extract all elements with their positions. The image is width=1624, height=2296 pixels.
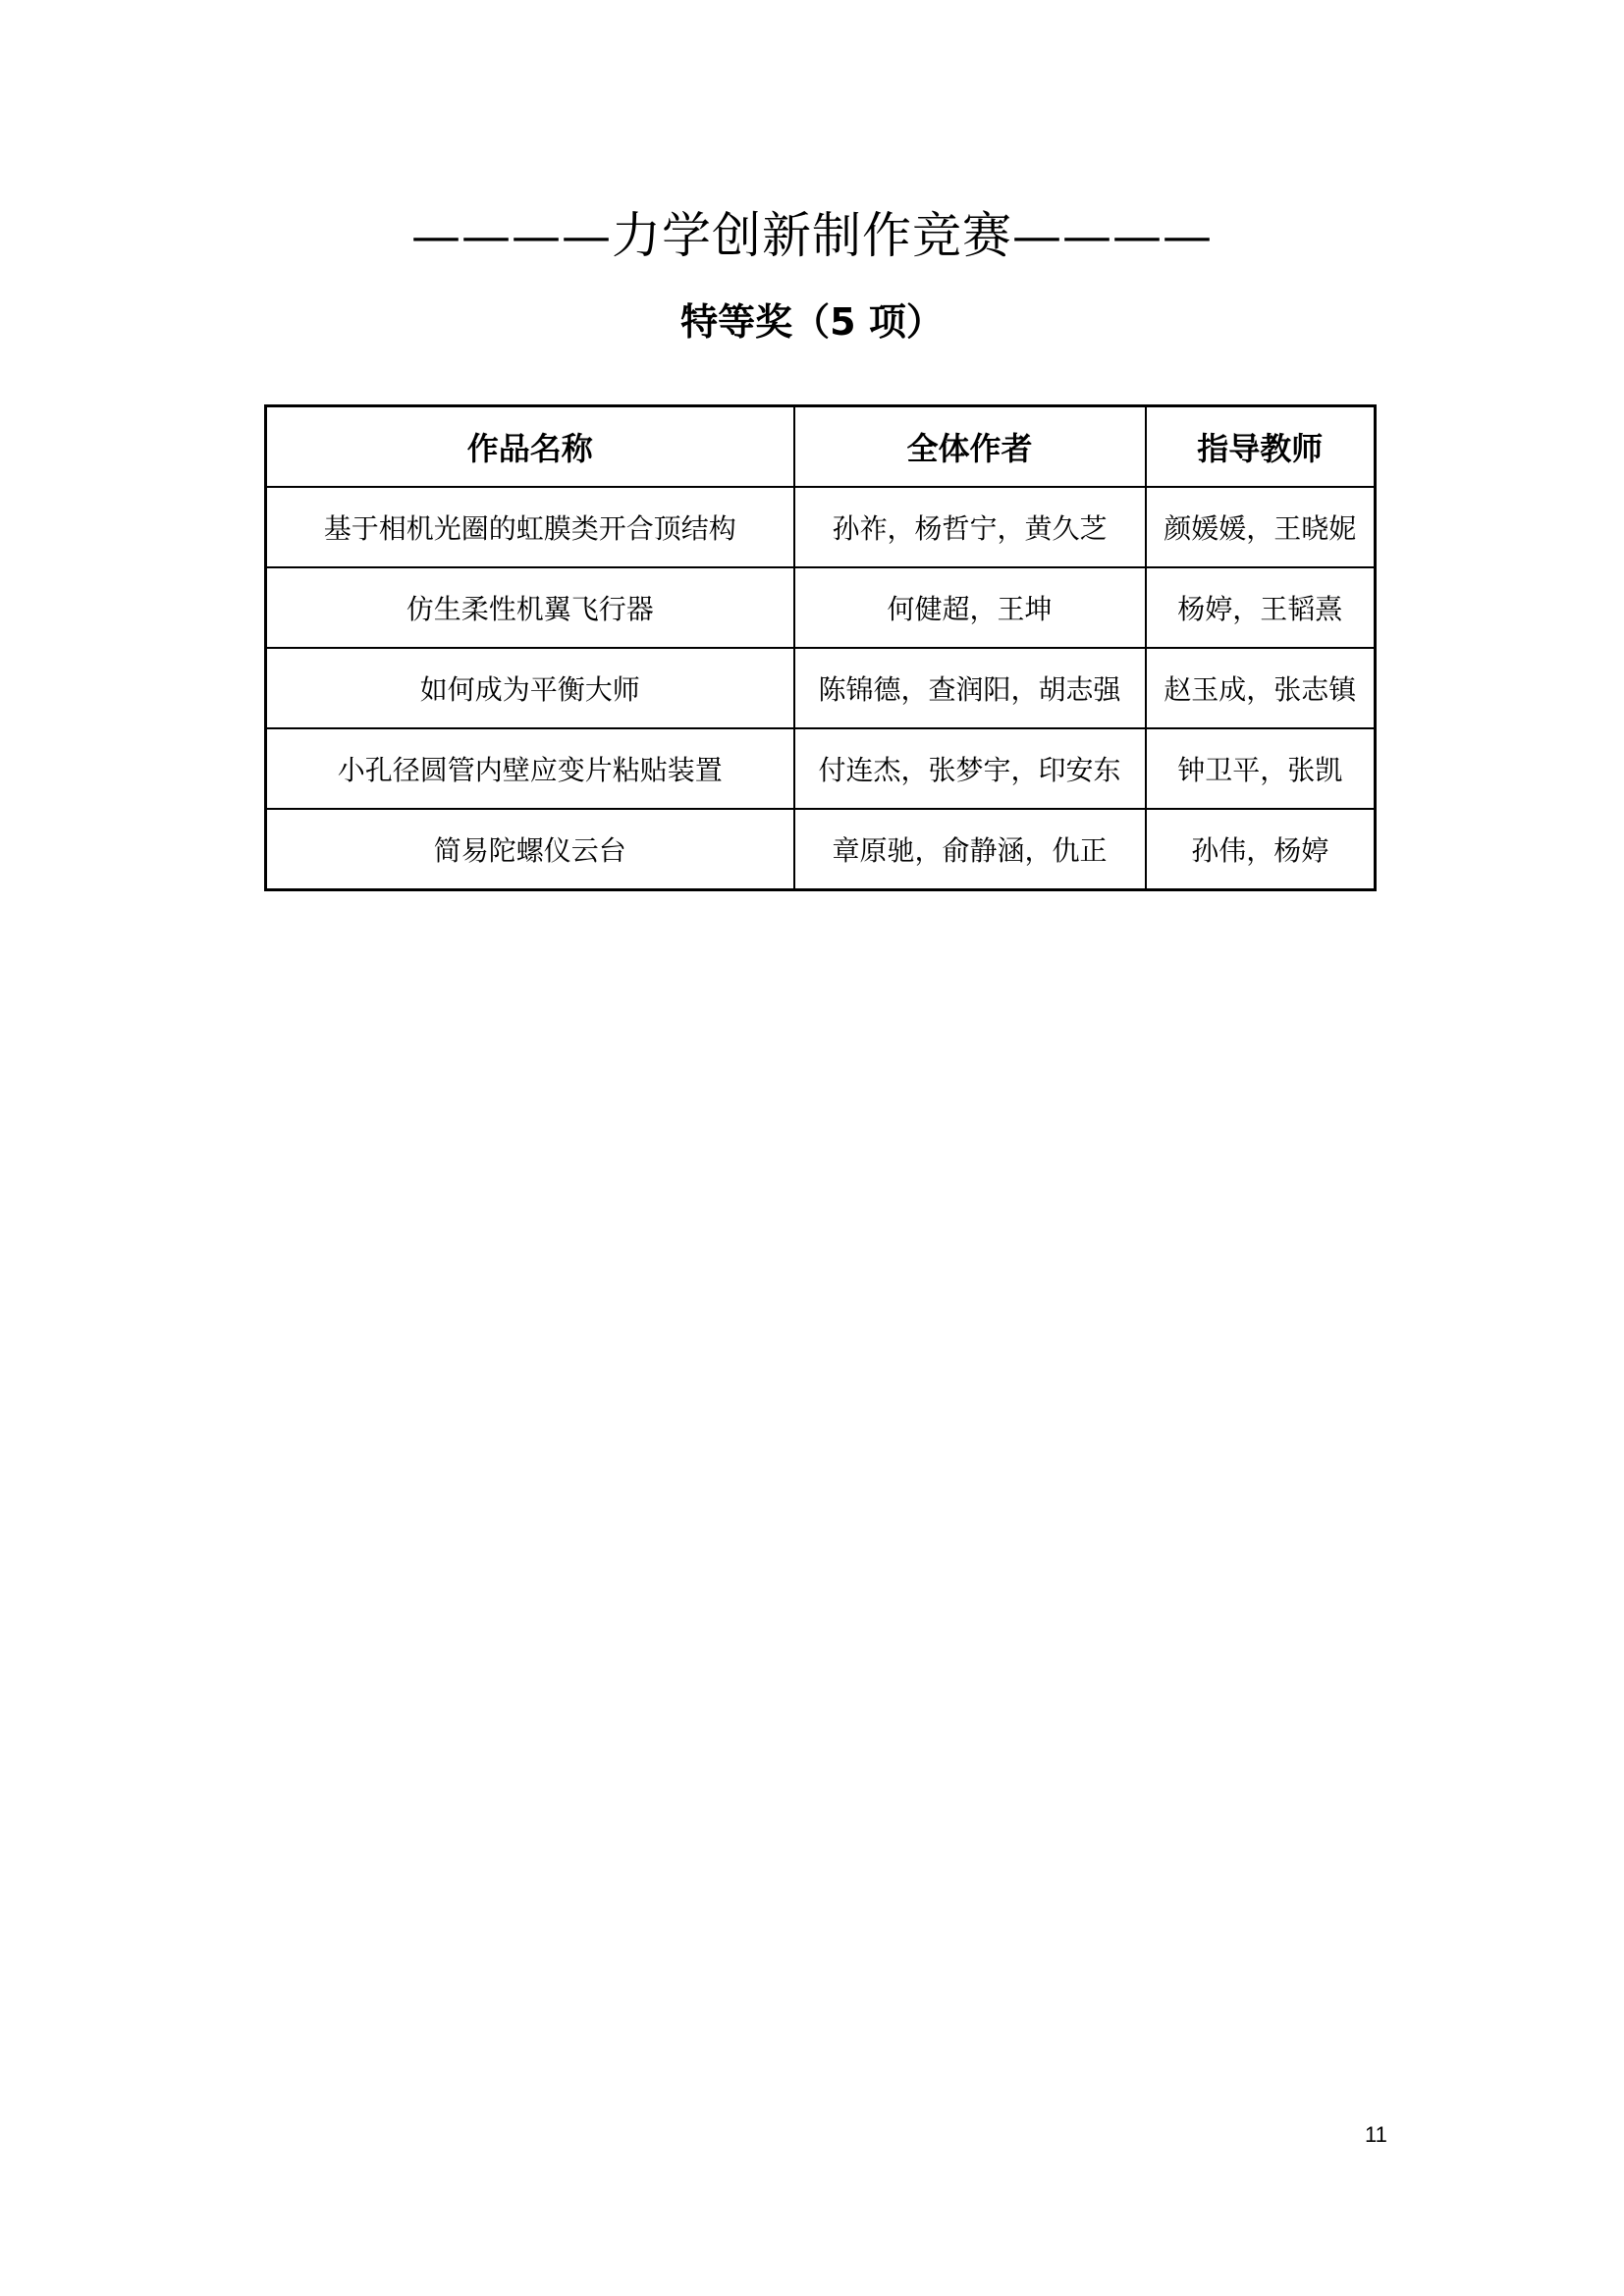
work-name-cell: 简易陀螺仪云台 — [266, 809, 794, 890]
work-name-cell: 小孔径圆管内壁应变片粘贴装置 — [266, 728, 794, 809]
authors-cell: 孙祚，杨哲宁，黄久芝 — [794, 487, 1146, 567]
section-title: 特等奖（5 项） — [680, 300, 944, 344]
advisors-cell: 钟卫平，张凯 — [1146, 728, 1376, 809]
authors-cell: 付连杰，张梦宇，印安东 — [794, 728, 1146, 809]
work-name-cell: 基于相机光圈的虹膜类开合顶结构 — [266, 487, 794, 567]
advisors-cell: 颜媛媛，王晓妮 — [1146, 487, 1376, 567]
work-name-cell: 如何成为平衡大师 — [266, 648, 794, 728]
header-work-name: 作品名称 — [266, 406, 794, 488]
awards-table — [264, 404, 1377, 891]
authors-cell: 陈锦德，查润阳，胡志强 — [794, 648, 1146, 728]
advisors-cell: 赵玉成，张志镇 — [1146, 648, 1376, 728]
table-header-row — [266, 406, 1376, 488]
table-row — [266, 567, 1376, 648]
authors-cell: 何健超，王坤 — [794, 567, 1146, 648]
table-row — [266, 487, 1376, 567]
header-authors: 全体作者 — [794, 406, 1146, 488]
page-number: 11 — [1365, 2122, 1387, 2147]
work-name-cell: 仿生柔性机翼飞行器 — [266, 567, 794, 648]
table-row — [266, 809, 1376, 890]
header-advisors: 指导教师 — [1146, 406, 1376, 488]
advisors-cell: 杨婷，王韬熹 — [1146, 567, 1376, 648]
authors-cell: 章原驰，俞静涵，仇正 — [794, 809, 1146, 890]
page-title: ————力学创新制作竞赛———— — [411, 207, 1213, 264]
table-row — [266, 648, 1376, 728]
table-row — [266, 728, 1376, 809]
advisors-cell: 孙伟，杨婷 — [1146, 809, 1376, 890]
